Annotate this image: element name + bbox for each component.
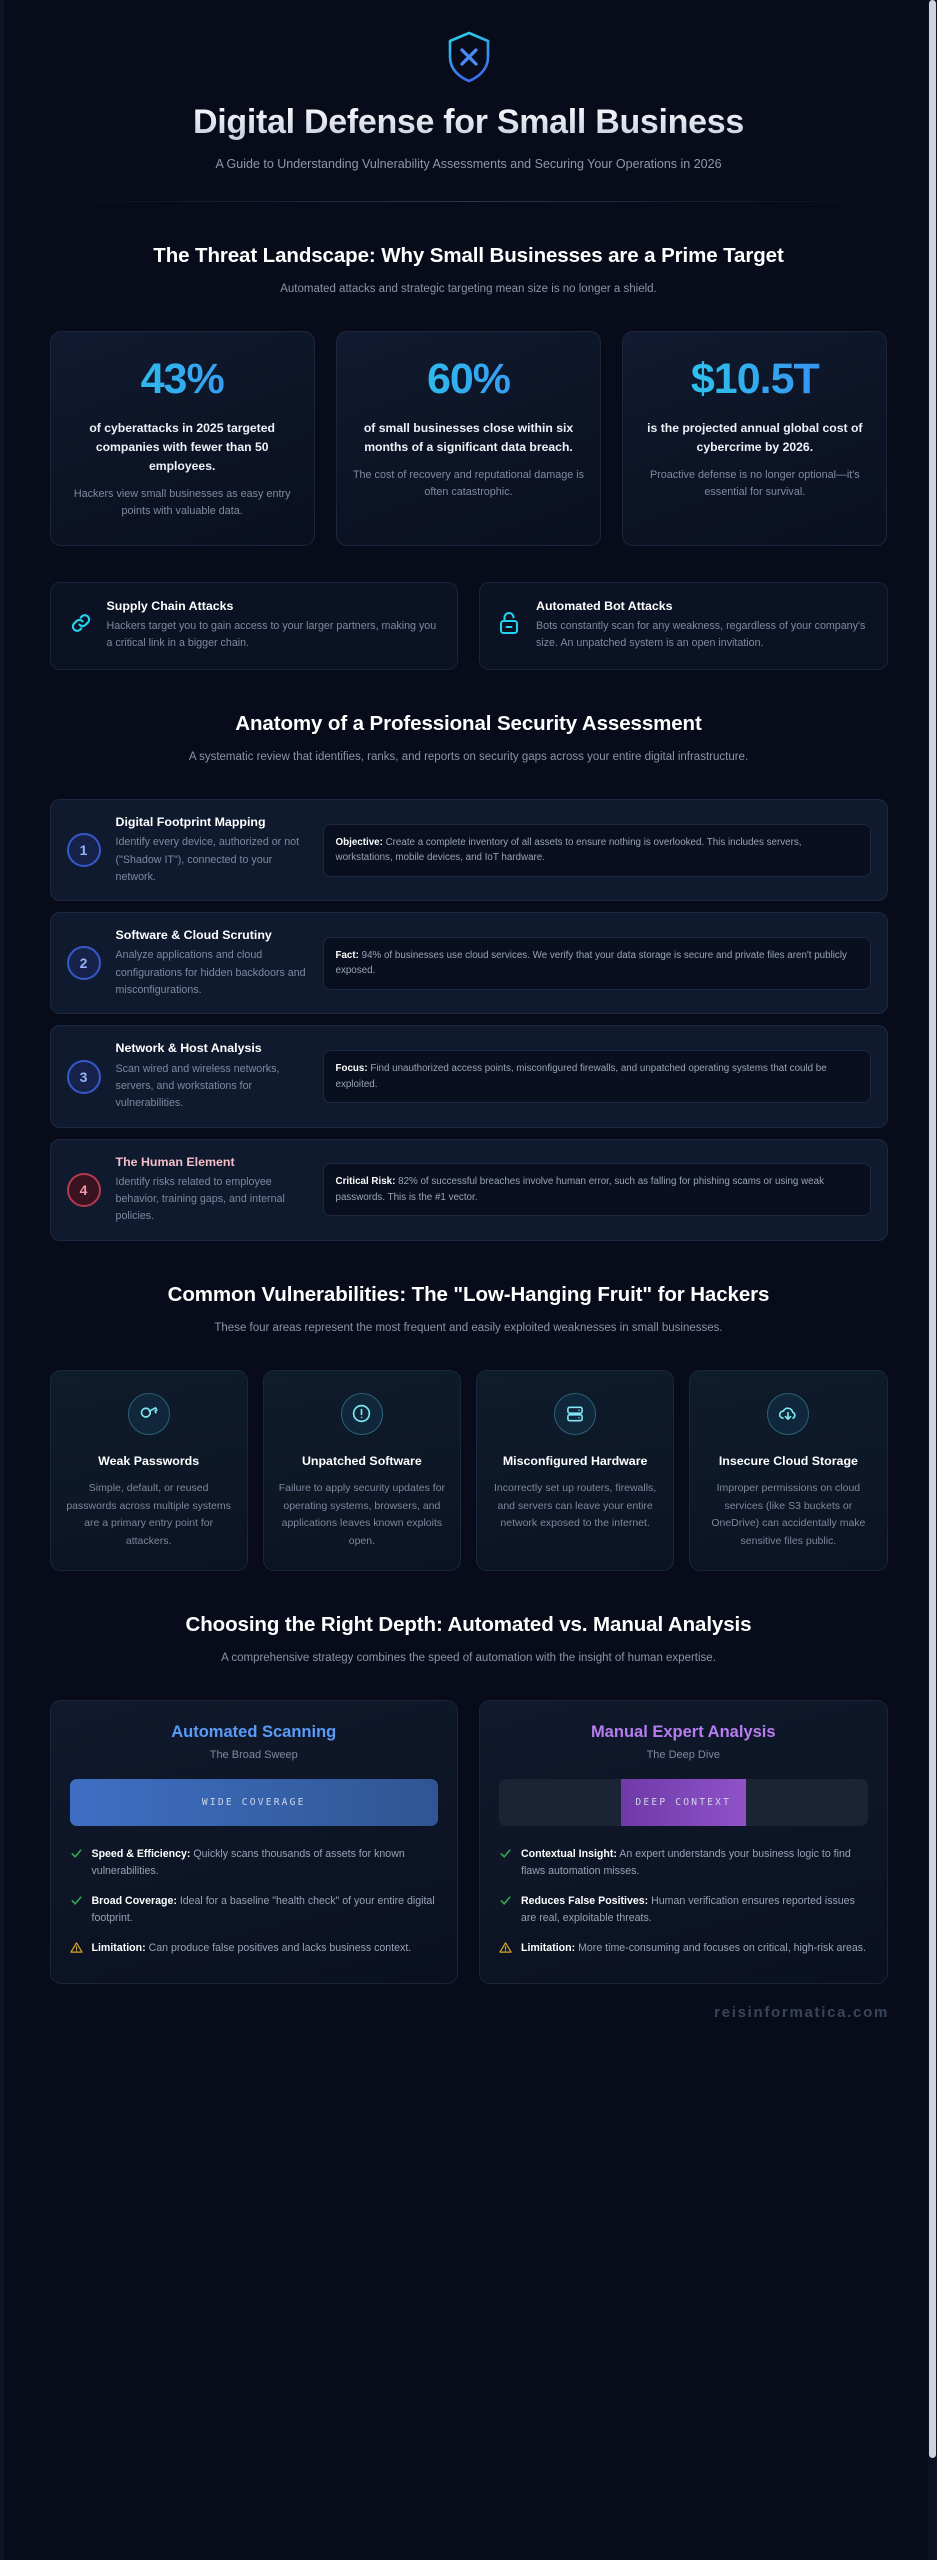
compare-item-text — [521, 1893, 868, 1927]
threat-card-row — [50, 582, 888, 671]
stat-card — [336, 331, 601, 546]
vulnerability-card — [263, 1370, 461, 1571]
site-url: reisinformatica.com — [714, 2003, 889, 2021]
coverage-bar-label: DEEP CONTEXT — [635, 1797, 732, 1809]
step-note-text: Create a complete inventory of all assets to ensure nothing is overlooked. This includes servers, workstations, mobile devices, and IoT hardware. — [335, 836, 802, 864]
stat-lead: is the projected annual global cost of cybercrime by 2026. — [647, 420, 863, 454]
threat-title: Automated Bot Attacks — [536, 598, 673, 613]
warning-icon — [70, 1941, 83, 1959]
alert-circle-icon — [341, 1393, 383, 1435]
logo-container — [50, 30, 888, 89]
threat-landscape-section — [50, 202, 888, 670]
step-note — [323, 1050, 871, 1103]
step-note — [323, 824, 871, 877]
assessment-step — [50, 1139, 888, 1241]
anatomy-section-subtitle: A systematic review that identifies, ranks, and reports on security gaps across your entire digital infrastructure. — [188, 751, 749, 764]
assessment-step-list — [50, 799, 888, 1240]
shield-x-icon — [446, 30, 492, 89]
compare-item — [70, 1846, 439, 1880]
vuln-section-title: Common Vulnerabilities: The "Low-Hanging Fruit" for Hackers — [167, 1282, 770, 1306]
step-description: Identify every device, authorized or not ("Shadow IT"), connected to your network. — [115, 836, 300, 884]
vulnerabilities-section — [50, 1241, 888, 1571]
compare-subtitle: The Deep Dive — [646, 1749, 720, 1762]
step-number-badge: 1 — [67, 833, 101, 867]
threat-description: Bots constantly scan for any weakness, regardless of your company's size. An unpatched system is an open invitation. — [536, 619, 866, 649]
stat-lead: of cyberattacks in 2025 targeted companies with fewer than 50 employees. — [89, 420, 275, 473]
vuln-title: Unpatched Software — [301, 1453, 422, 1468]
compare-item — [499, 1940, 868, 1959]
compare-item-list — [499, 1846, 868, 1959]
step-note-label: Critical Risk: — [335, 1175, 396, 1187]
stat-description: Proactive defense is no longer optional—it's essential for survival. — [649, 468, 860, 499]
vuln-title: Insecure Cloud Storage — [718, 1453, 858, 1468]
vuln-title: Misconfigured Hardware — [502, 1453, 648, 1468]
compare-item-body: Quickly scans thousands of assets for known vulnerabilities. — [91, 1848, 405, 1877]
compare-item — [70, 1893, 439, 1927]
scrollbar-thumb[interactable] — [929, 0, 936, 2458]
stat-card-row — [50, 331, 888, 546]
page-scrollbar[interactable] — [928, 0, 937, 2560]
compare-item-body: Human verification ensures reported issues are real, exploitable threats. — [521, 1894, 855, 1924]
warning-icon — [499, 1941, 512, 1959]
left-edge — [0, 0, 4, 2560]
step-title: Software & Cloud Scrutiny — [115, 928, 272, 943]
compare-section-title: Choosing the Right Depth: Automated vs. Manual Analysis — [185, 1612, 752, 1636]
step-note-text: Find unauthorized access points, misconfigured firewalls, and unpatched operating systems that could be exploited. — [335, 1062, 827, 1090]
coverage-bar — [70, 1779, 439, 1826]
step-description: Analyze applications and cloud configurations for hidden backdoors and misconfigurations. — [115, 949, 306, 997]
compare-item-label: Limitation: — [91, 1941, 146, 1954]
compare-item-body: An expert understands your business logic to find flaws automation misses. — [521, 1848, 851, 1877]
coverage-bar — [499, 1779, 868, 1826]
step-note-label: Objective: — [335, 836, 383, 848]
compare-item-label: Limitation: — [521, 1941, 576, 1954]
stat-card — [50, 331, 315, 546]
vulnerability-card — [50, 1370, 248, 1571]
step-number-badge: 3 — [67, 1060, 101, 1094]
compare-item-text — [92, 1846, 439, 1880]
assessment-step — [50, 799, 888, 901]
threat-description: Hackers target you to gain access to your larger partners, making you a critical link in a bigger chain. — [106, 619, 437, 649]
step-note-text: 82% of successful breaches involve human error, such as falling for phishing scams or using weak passwords. This is the #1 vector. — [335, 1175, 824, 1203]
step-note-text: 94% of businesses use cloud services. We verify that your data storage is secure and private files aren't publicly exposed. — [335, 949, 847, 977]
compare-item-label: Broad Coverage: — [91, 1894, 177, 1907]
check-icon — [70, 1847, 83, 1865]
threat-card — [50, 582, 459, 671]
vulnerability-card-row — [50, 1370, 888, 1571]
step-note — [323, 1163, 871, 1216]
stat-lead: of small businesses close within six months of a significant data breach. — [363, 420, 574, 454]
step-title: Digital Footprint Mapping — [115, 815, 266, 830]
comparison-column-manual — [479, 1700, 888, 1984]
compare-item — [499, 1893, 868, 1927]
step-description: Scan wired and wireless networks, servers, and workstations for vulnerabilities. — [115, 1062, 280, 1110]
step-note-label: Focus: — [335, 1062, 368, 1074]
assessment-step — [50, 912, 888, 1014]
stat-value: $10.5T — [639, 358, 870, 401]
compare-subtitle: The Broad Sweep — [209, 1749, 298, 1762]
stat-value: 43% — [67, 358, 298, 401]
page-subtitle: A Guide to Understanding Vulnerability Assessments and Securing Your Operations in 2026 — [215, 157, 722, 172]
hero-header — [50, 0, 888, 175]
threat-section-title: The Threat Landscape: Why Small Businesses are a Prime Target — [153, 243, 784, 267]
step-note-label: Fact: — [335, 949, 359, 961]
step-number-badge: 2 — [67, 946, 101, 980]
compare-section-subtitle: A comprehensive strategy combines the speed of automation with the insight of human expertise. — [221, 1652, 716, 1665]
compare-title: Manual Expert Analysis — [590, 1723, 776, 1742]
check-icon — [70, 1894, 83, 1912]
compare-item-text — [521, 1846, 868, 1880]
compare-item-body: More time-consuming and focuses on critical, high-risk areas. — [575, 1941, 866, 1954]
step-title: The Human Element — [115, 1154, 235, 1169]
threat-card — [479, 582, 888, 671]
comparison-section — [50, 1571, 888, 1984]
vuln-description: Incorrectly set up routers, firewalls, and servers can leave your entire network exposed to the internet. — [494, 1482, 657, 1530]
compare-item — [70, 1940, 439, 1959]
compare-item-body: Can produce false positives and lacks business context. — [145, 1941, 412, 1954]
vulnerability-card — [476, 1370, 674, 1571]
threat-section-subtitle: Automated attacks and strategic targeting mean size is no longer a shield. — [280, 283, 657, 295]
assessment-step — [50, 1025, 888, 1127]
vuln-description: Failure to apply security updates for operating systems, browsers, and applications leaves known exploits open. — [278, 1482, 446, 1547]
compare-item-body: Ideal for a baseline "health check" of your entire digital footprint. — [91, 1894, 435, 1924]
stat-card — [622, 331, 887, 546]
check-icon — [499, 1847, 512, 1865]
vuln-title: Weak Passwords — [98, 1453, 200, 1468]
compare-item-text — [92, 1893, 439, 1927]
compare-item-list — [70, 1846, 439, 1959]
compare-item-text — [521, 1940, 866, 1957]
coverage-bar-label: WIDE COVERAGE — [201, 1797, 306, 1809]
compare-item-text — [92, 1940, 412, 1957]
comparison-columns — [50, 1700, 888, 1984]
check-icon — [499, 1894, 512, 1912]
step-description: Identify risks related to employee behavior, training gaps, and internal policies. — [115, 1175, 285, 1223]
comparison-column-automated — [50, 1700, 459, 1984]
compare-item-label: Contextual Insight: — [521, 1848, 617, 1861]
vuln-description: Simple, default, or reused passwords across multiple systems are a primary entry point for attackers. — [66, 1482, 231, 1547]
stat-description: The cost of recovery and reputational damage is often catastrophic. — [352, 468, 585, 499]
key-icon — [128, 1393, 170, 1435]
unlock-icon — [497, 610, 523, 641]
anatomy-section-title: Anatomy of a Professional Security Assessment — [235, 712, 702, 736]
compare-item — [499, 1846, 868, 1880]
compare-title: Automated Scanning — [171, 1723, 337, 1742]
vulnerability-card — [689, 1370, 887, 1571]
vuln-section-subtitle: These four areas represent the most frequent and easily exploited weaknesses in small businesses. — [214, 1321, 723, 1334]
compare-item-label: Speed & Efficiency: — [91, 1848, 191, 1861]
stat-value: 60% — [353, 358, 584, 401]
threat-title: Supply Chain Attacks — [106, 598, 234, 613]
footer — [0, 1984, 937, 2050]
compare-item-label: Reduces False Positives: — [521, 1894, 649, 1907]
cloud-download-icon — [767, 1393, 809, 1435]
link-chain-icon — [68, 610, 94, 641]
vuln-description: Improper permissions on cloud services (like S3 buckets or OneDrive) can accidentally make sensitive files public. — [711, 1482, 866, 1547]
step-number-badge: 4 — [67, 1173, 101, 1207]
step-title: Network & Host Analysis — [115, 1041, 262, 1056]
page-title: Digital Defense for Small Business — [50, 103, 888, 142]
step-note — [323, 937, 871, 990]
anatomy-section — [50, 670, 888, 1241]
server-icon — [554, 1393, 596, 1435]
stat-description: Hackers view small businesses as easy entry points with valuable data. — [73, 487, 291, 518]
